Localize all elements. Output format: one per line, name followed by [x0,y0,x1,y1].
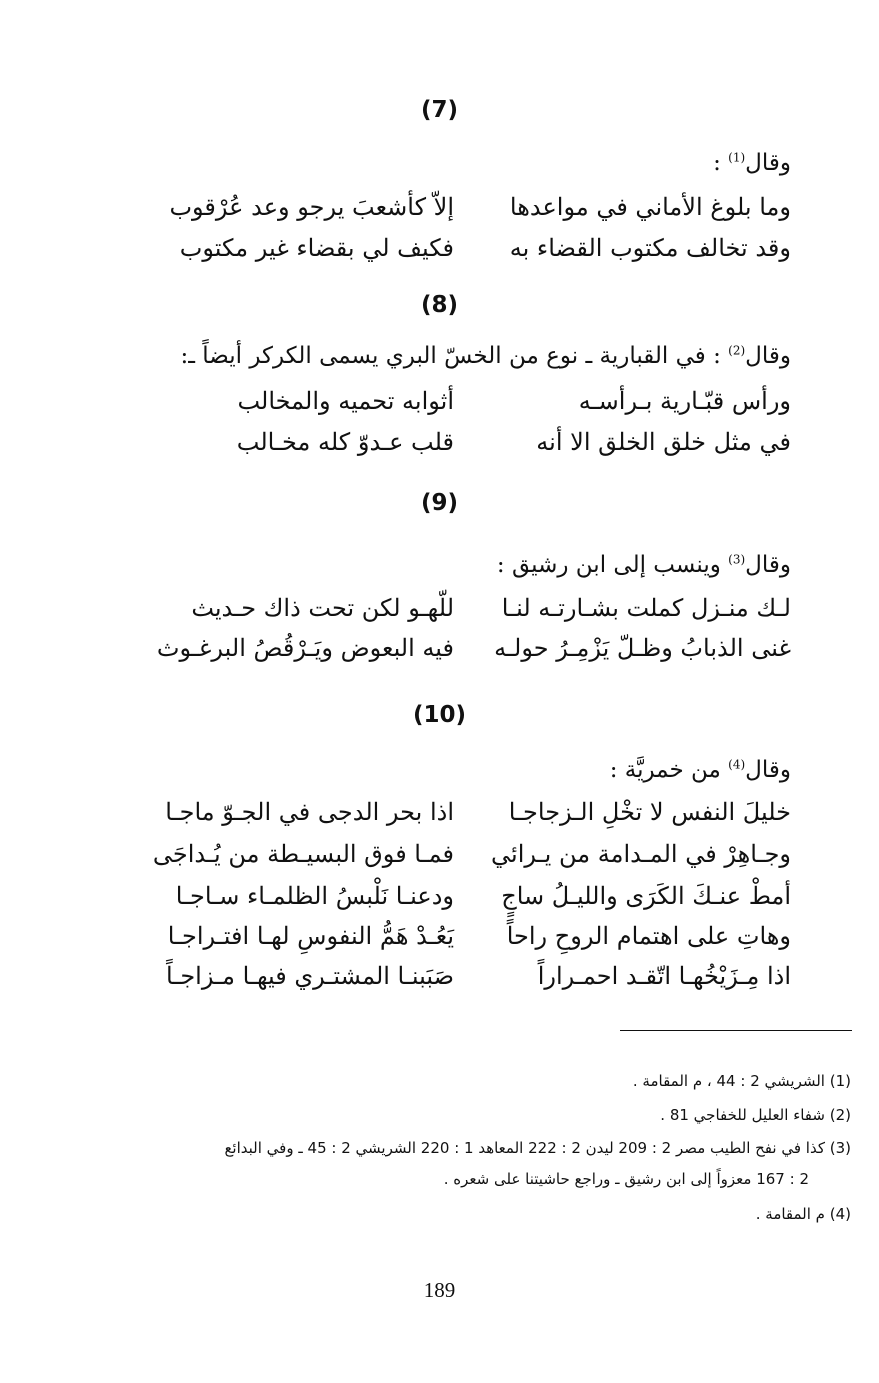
section-intro: وقال$^{(1)}$ : [713,150,791,176]
section-intro: وقال$^{(4)}$ من خمريَّة : [609,757,791,783]
section-intro: وقال$^{(2)}$ : في القبارية ـ نوع من الخسّ البري يسمى الكركر أيضاً ـ: [180,343,791,369]
footnote-ref: (2) [728,343,746,358]
second-hemistich: يَعُـدْ هَمُّ النفوسِ لهـا افتـراجـا [167,922,454,950]
footnote-continuation: 2 : 167 معزواً إلى ابن رشيق ـ وراجع حاشيتنا على شعره . [443,1170,809,1188]
second-hemistich: فيه البعوض ويَـرْقُصُ البرغـوث [156,634,454,662]
first-hemistich: اذا مِـزَيْخُهـا اتّقـد احمـراراً [537,962,791,990]
verse-line [0,634,879,674]
footnote-divider [620,1030,852,1031]
verse-line [0,798,879,838]
footnote-ref: (3) [728,552,746,567]
section-number: (7) [420,97,459,123]
verse-line [0,882,879,922]
verse-line [0,840,879,880]
second-hemistich: أثوابه تحميه والمخالب [237,387,454,415]
footnote: (1) الشريشي 2 : 44 ، م المقامة . [632,1072,851,1090]
first-hemistich: في مثل خلق الخلق الا أنه [536,428,791,456]
page-number: 189 [423,1278,456,1302]
second-hemistich: فكيف لي بقضاء غير مكتوب [179,234,454,262]
section-number: (9) [420,490,459,516]
footnote: (3) كذا في نفح الطيب مصر 2 : 209 ليدن 2 : 222 المعاهد 1 : 220 الشريشي 2 : 45 ـ وفي البدائع [224,1139,851,1157]
verse-line [0,428,879,468]
second-hemistich: فمـا فوق البسيـطة من يُـداجَى [152,840,454,868]
footnote-ref: (4) [728,757,746,772]
verse-line [0,193,879,233]
second-hemistich: للّهـو لكن تحت ذاك حـديث [191,594,454,622]
first-hemistich: ورأس قبّـارية بـرأسـه [578,387,791,415]
first-hemistich: خليلَ النفس لا تخْلِ الـزجاجـا [508,798,791,826]
first-hemistich: وهاتِ على اهتمام الروحِ راحاً [506,922,791,950]
verse-line [0,234,879,274]
verse-line [0,594,879,634]
verse-line [0,922,879,962]
second-hemistich: صَبَبنـا المشتـري فيهـا مـزاجـاً [166,962,454,990]
section-number: (8) [420,292,459,318]
second-hemistich: قلب عـدوّ كله مخـالب [236,428,454,456]
footnote-ref: (1) [728,150,746,165]
second-hemistich: اذا بحر الدجى في الجـوّ ماجـا [165,798,454,826]
footnote: (4) م المقامة . [755,1205,851,1223]
footnote: (2) شفاء العليل للخفاجي 81 . [660,1106,851,1124]
first-hemistich: لـك منـزل كملت بشـارتـه لنـا [501,594,791,622]
first-hemistich: غنى الذبابُ وظـلّ يَزْمِـرُ حولـه [494,634,791,662]
section-intro: وقال$^{(3)}$ وينسب إلى ابن رشيق : [496,552,791,578]
second-hemistich: إلاّ كأشعبَ يرجو وعد عُرْقوب [169,193,454,221]
first-hemistich: وما بلوغ الأماني في مواعدها [509,193,791,221]
verse-line [0,387,879,427]
first-hemistich: وجـاهِرْ في المـدامة من يـرائي [491,840,791,868]
first-hemistich: أمطْ عنـكَ الكَرَى والليـلُ ساجٍ [501,882,791,910]
first-hemistich: وقد تخالف مكتوب القضاء به [509,234,791,262]
section-number: (10) [412,702,467,728]
verse-line [0,962,879,1002]
second-hemistich: ودعنـا نَلْبسُ الظلمـاء سـاجـا [175,882,454,910]
